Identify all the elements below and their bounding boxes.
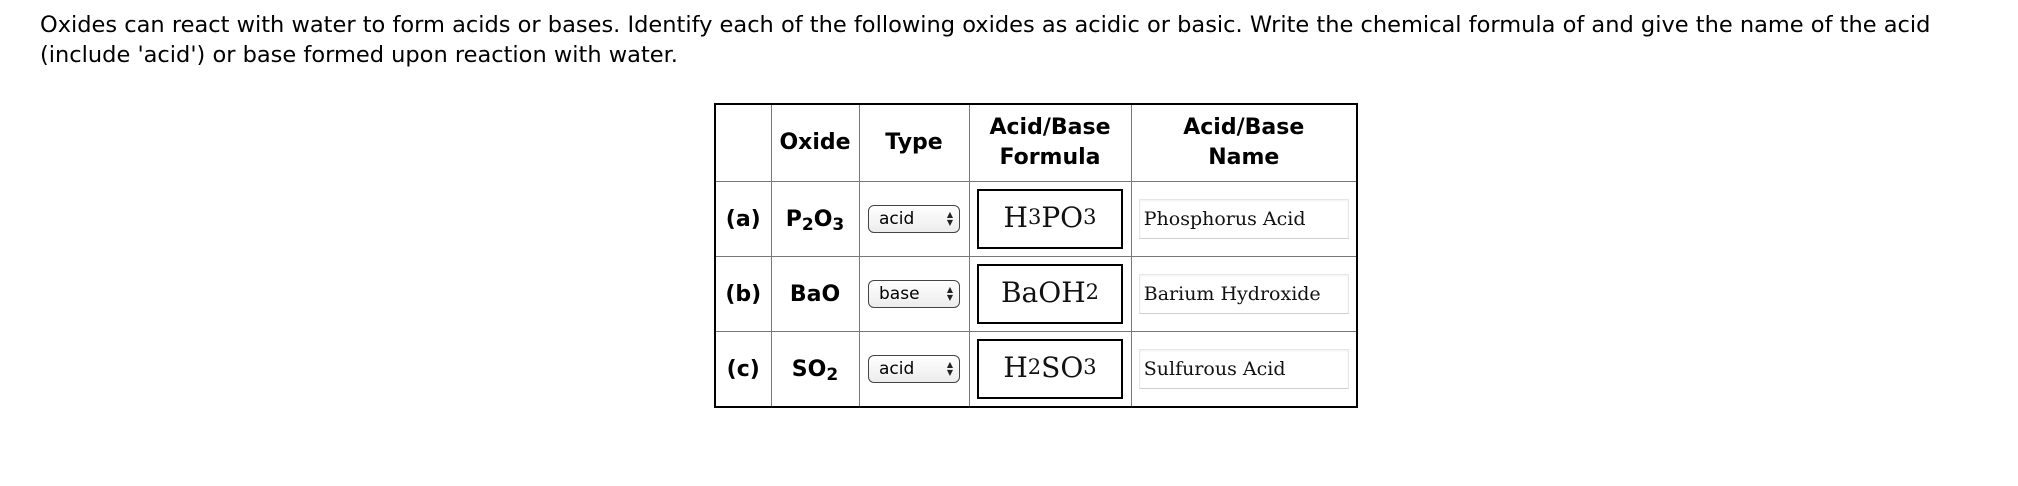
name-input[interactable]: Phosphorus Acid <box>1139 199 1349 239</box>
oxide-formula: $P_2O_3$ <box>771 182 859 257</box>
name-input[interactable]: Barium Hydroxide <box>1139 274 1349 314</box>
header-empty <box>715 104 771 182</box>
table-header-row <box>715 104 1357 182</box>
oxide-formula: $SO_2$ <box>771 332 859 408</box>
up-down-chevron-icon: ▲ ▼ <box>946 360 953 377</box>
formula-cell <box>969 182 1131 257</box>
up-down-chevron-icon: ▲ ▼ <box>946 210 953 227</box>
type-select-value: acid <box>879 359 915 379</box>
header-type: Type <box>859 104 969 182</box>
header-formula-line1: Acid/Base <box>989 115 1111 140</box>
name-cell <box>1131 257 1357 332</box>
type-cell <box>859 182 969 257</box>
table-row <box>715 332 1357 408</box>
header-formula-line2: Formula <box>999 145 1101 170</box>
type-select-value: base <box>879 284 920 304</box>
name-input[interactable]: Sulfurous Acid <box>1139 349 1349 389</box>
type-select-value: acid <box>879 209 915 229</box>
type-select[interactable] <box>868 280 960 308</box>
formula-cell <box>969 332 1131 408</box>
table-row <box>715 257 1357 332</box>
name-cell <box>1131 182 1357 257</box>
row-label: (b) <box>715 257 771 332</box>
up-down-chevron-icon: ▲ ▼ <box>946 285 953 302</box>
oxide-formula: BaO <box>771 257 859 332</box>
name-cell <box>1131 332 1357 408</box>
row-label: (c) <box>715 332 771 408</box>
formula-input[interactable]: BaOH 2 <box>977 264 1123 324</box>
type-select[interactable] <box>868 355 960 383</box>
row-label: (a) <box>715 182 771 257</box>
oxides-table <box>714 103 1358 408</box>
formula-input[interactable]: H 2 SO 3 <box>977 339 1123 399</box>
header-name <box>1131 104 1357 182</box>
type-cell <box>859 332 969 408</box>
type-cell <box>859 257 969 332</box>
formula-cell <box>969 257 1131 332</box>
header-oxide: Oxide <box>771 104 859 182</box>
type-select[interactable] <box>868 205 960 233</box>
table-row <box>715 182 1357 257</box>
header-formula <box>969 104 1131 182</box>
question-instructions: Oxides can react with water to form acids or bases. Identify each of the following oxides as acidic or basic. Write the chemical formula of and give the name of the acid (include 'acid') or base formed upon reaction with water. <box>40 12 1931 68</box>
header-name-line1: Acid/Base <box>1183 115 1305 140</box>
formula-input[interactable]: H 3 PO 3 <box>977 189 1123 249</box>
header-name-line2: Name <box>1208 145 1280 170</box>
